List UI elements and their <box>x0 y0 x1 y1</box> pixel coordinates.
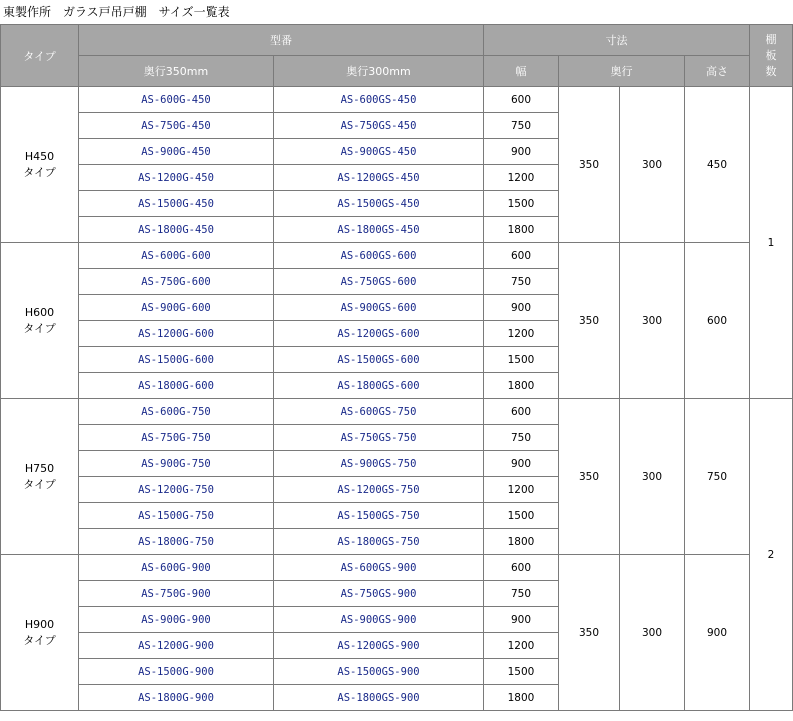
model-300-cell: AS-1200GS-900 <box>274 633 484 659</box>
size-table <box>0 24 793 711</box>
width-cell: 1800 <box>484 217 559 243</box>
model-300-cell: AS-600GS-450 <box>274 87 484 113</box>
table-row <box>1 399 793 425</box>
shelf-count-cell: 1 <box>750 87 793 399</box>
shelf-count-cell: 2 <box>750 399 793 711</box>
height-cell: 450 <box>685 87 750 243</box>
width-cell: 1800 <box>484 373 559 399</box>
header-shelf-count: 棚 板 数 <box>750 25 793 87</box>
model-350-cell: AS-1200G-900 <box>79 633 274 659</box>
header-depth: 奥行 <box>559 56 685 87</box>
table-row <box>1 87 793 113</box>
model-300-cell: AS-1200GS-600 <box>274 321 484 347</box>
type-label: H600 <box>24 305 55 319</box>
model-350-cell: AS-1500G-900 <box>79 659 274 685</box>
model-300-cell: AS-1500GS-450 <box>274 191 484 217</box>
model-300-cell: AS-900GS-750 <box>274 451 484 477</box>
model-300-cell: AS-1200GS-750 <box>274 477 484 503</box>
model-350-cell: AS-1500G-600 <box>79 347 274 373</box>
type-cell <box>1 87 79 243</box>
width-cell: 1200 <box>484 321 559 347</box>
width-cell: 1500 <box>484 191 559 217</box>
model-300-cell: AS-900GS-450 <box>274 139 484 165</box>
width-cell: 750 <box>484 113 559 139</box>
width-cell: 750 <box>484 269 559 295</box>
width-cell: 600 <box>484 243 559 269</box>
depth-300-cell: 300 <box>620 399 685 555</box>
model-350-cell: AS-900G-900 <box>79 607 274 633</box>
header-type: タイプ <box>1 25 79 87</box>
depth-300-cell: 300 <box>620 555 685 711</box>
header-width: 幅 <box>484 56 559 87</box>
table-row <box>1 555 793 581</box>
type-label: タイプ <box>23 477 56 491</box>
width-cell: 1200 <box>484 165 559 191</box>
model-350-cell: AS-600G-600 <box>79 243 274 269</box>
header-model: 型番 <box>79 25 484 56</box>
depth-350-cell: 350 <box>559 399 620 555</box>
model-300-cell: AS-1500GS-750 <box>274 503 484 529</box>
type-cell <box>1 243 79 399</box>
width-cell: 1500 <box>484 347 559 373</box>
model-350-cell: AS-1800G-900 <box>79 685 274 711</box>
model-300-cell: AS-600GS-900 <box>274 555 484 581</box>
model-350-cell: AS-750G-600 <box>79 269 274 295</box>
model-350-cell: AS-1800G-750 <box>79 529 274 555</box>
type-label: H450 <box>24 149 55 163</box>
model-350-cell: AS-1800G-600 <box>79 373 274 399</box>
type-label: タイプ <box>23 321 56 335</box>
type-label: H900 <box>24 617 55 631</box>
width-cell: 1800 <box>484 529 559 555</box>
header-depth-300: 奥行300mm <box>274 56 484 87</box>
header-dimensions: 寸法 <box>484 25 750 56</box>
width-cell: 750 <box>484 581 559 607</box>
width-cell: 600 <box>484 555 559 581</box>
model-300-cell: AS-750GS-600 <box>274 269 484 295</box>
table-body <box>1 87 793 711</box>
model-300-cell: AS-1800GS-450 <box>274 217 484 243</box>
model-300-cell: AS-750GS-450 <box>274 113 484 139</box>
type-label: H750 <box>24 461 55 475</box>
depth-350-cell: 350 <box>559 243 620 399</box>
model-350-cell: AS-900G-600 <box>79 295 274 321</box>
type-cell <box>1 555 79 711</box>
depth-350-cell: 350 <box>559 555 620 711</box>
model-350-cell: AS-1200G-450 <box>79 165 274 191</box>
model-350-cell: AS-1500G-750 <box>79 503 274 529</box>
height-cell: 750 <box>685 399 750 555</box>
width-cell: 1500 <box>484 659 559 685</box>
model-350-cell: AS-600G-450 <box>79 87 274 113</box>
type-cell <box>1 399 79 555</box>
header-height: 高さ <box>685 56 750 87</box>
width-cell: 900 <box>484 451 559 477</box>
model-300-cell: AS-900GS-600 <box>274 295 484 321</box>
model-300-cell: AS-1800GS-750 <box>274 529 484 555</box>
height-cell: 600 <box>685 243 750 399</box>
model-300-cell: AS-600GS-600 <box>274 243 484 269</box>
model-300-cell: AS-1200GS-450 <box>274 165 484 191</box>
height-cell: 900 <box>685 555 750 711</box>
model-300-cell: AS-1500GS-900 <box>274 659 484 685</box>
model-350-cell: AS-1200G-750 <box>79 477 274 503</box>
model-350-cell: AS-900G-450 <box>79 139 274 165</box>
model-300-cell: AS-1500GS-600 <box>274 347 484 373</box>
model-350-cell: AS-1200G-600 <box>79 321 274 347</box>
type-label: タイプ <box>23 165 56 179</box>
width-cell: 1200 <box>484 633 559 659</box>
page-title: 東製作所 ガラス戸吊戸棚 サイズ一覧表 <box>3 5 230 19</box>
model-300-cell: AS-600GS-750 <box>274 399 484 425</box>
width-cell: 900 <box>484 295 559 321</box>
model-300-cell: AS-750GS-750 <box>274 425 484 451</box>
model-350-cell: AS-1500G-450 <box>79 191 274 217</box>
width-cell: 1200 <box>484 477 559 503</box>
model-350-cell: AS-1800G-450 <box>79 217 274 243</box>
width-cell: 900 <box>484 607 559 633</box>
width-cell: 600 <box>484 399 559 425</box>
width-cell: 750 <box>484 425 559 451</box>
model-350-cell: AS-750G-750 <box>79 425 274 451</box>
model-350-cell: AS-600G-900 <box>79 555 274 581</box>
width-cell: 1800 <box>484 685 559 711</box>
table-row <box>1 243 793 269</box>
model-300-cell: AS-900GS-900 <box>274 607 484 633</box>
width-cell: 1500 <box>484 503 559 529</box>
width-cell: 900 <box>484 139 559 165</box>
model-300-cell: AS-750GS-900 <box>274 581 484 607</box>
model-300-cell: AS-1800GS-900 <box>274 685 484 711</box>
type-label: タイプ <box>23 633 56 647</box>
model-350-cell: AS-900G-750 <box>79 451 274 477</box>
width-cell: 600 <box>484 87 559 113</box>
model-350-cell: AS-750G-450 <box>79 113 274 139</box>
model-350-cell: AS-750G-900 <box>79 581 274 607</box>
depth-300-cell: 300 <box>620 87 685 243</box>
depth-350-cell: 350 <box>559 87 620 243</box>
model-350-cell: AS-600G-750 <box>79 399 274 425</box>
depth-300-cell: 300 <box>620 243 685 399</box>
header-depth-350: 奥行350mm <box>79 56 274 87</box>
model-300-cell: AS-1800GS-600 <box>274 373 484 399</box>
